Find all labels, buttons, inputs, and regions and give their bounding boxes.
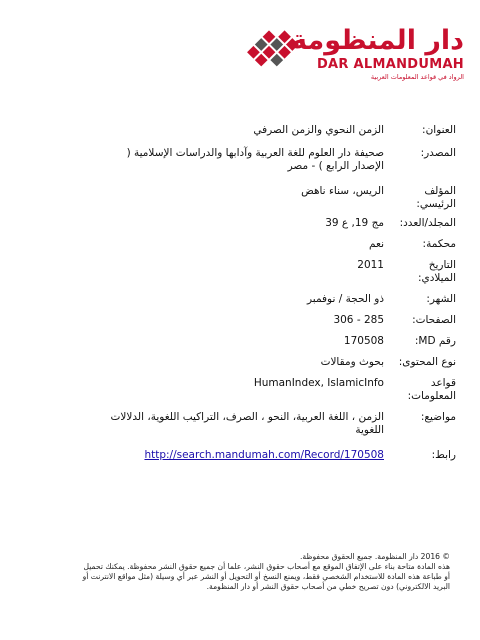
metadata-label: الصفحات:	[412, 314, 456, 326]
metadata-value: HumanIndex, IslamicInfo	[253, 377, 384, 389]
metadata-label: محكمة:	[422, 238, 456, 250]
metadata-row	[96, 449, 456, 462]
metadata-label: رقم MD:	[414, 335, 456, 347]
metadata-label: نوع المحتوى:	[398, 356, 456, 368]
copyright-notice	[78, 552, 450, 592]
metadata-value: بحوث ومقالات	[320, 356, 384, 368]
metadata-row	[96, 124, 456, 137]
logo-english-name: DAR ALMANDUMAH	[316, 57, 464, 72]
metadata-label: الشهر:	[426, 293, 456, 305]
metadata-value: الزمن ، اللغة العربية، النحو ، الصرف، التراكيب اللغوية، الدلالات اللغوية	[110, 411, 384, 436]
usage-terms: هذه المادة متاحة بناء على الإتفاق الموقع مع أصحاب حقوق النشر، علما أن جميع حقوق النشر محفوظة. يمكنك تحميل أو طباعة هذه المادة للاستخدام الشخصي فقط، ويمنع النسخ أو التحويل أو النشر عبر أي وسيلة (مثل مواقع الانترنت أو البريد الالكتروني) دون تصريح خطي من أصحاب حقوق النشر أو دار المنظومة.	[82, 562, 450, 591]
metadata-label: المؤلف الرئيسي:	[416, 185, 456, 210]
metadata-row	[96, 293, 456, 306]
record-link[interactable]: http://search.mandumah.com/Record/170508	[144, 449, 384, 461]
metadata-row	[96, 238, 456, 251]
metadata-label: التاريخ الميلادي:	[417, 259, 456, 284]
metadata-label: المجلد/العدد:	[399, 217, 456, 229]
metadata-row	[96, 259, 456, 285]
metadata-value: مج 19, ع 39	[325, 217, 384, 229]
metadata-row	[96, 335, 456, 348]
metadata-label: العنوان:	[422, 124, 456, 136]
metadata-value: الريس، سناء ناهض	[301, 185, 384, 197]
logo-arabic-name: دار المنظومة	[291, 25, 464, 56]
metadata-row	[96, 411, 456, 437]
metadata-value: 2011	[357, 259, 384, 271]
metadata-label: قواعد المعلومات:	[407, 377, 456, 402]
metadata-row	[96, 356, 456, 369]
metadata-label: رابط:	[431, 449, 456, 461]
metadata-value: صحيفة دار العلوم للغة العربية وآدابها والدراسات الإسلامية ( الإصدار الرابع ) - مصر	[126, 147, 384, 172]
metadata-label: مواضيع:	[420, 411, 456, 423]
metadata-value: 285 - 306	[333, 314, 384, 326]
metadata-value: ذو الحجة / نوفمبر	[307, 293, 384, 305]
metadata-row	[96, 147, 456, 173]
metadata-value: نعم	[369, 238, 384, 250]
metadata-value: الزمن النحوي والزمن الصرفي	[253, 124, 384, 136]
logo-tagline: الرواد في قواعد المعلومات العربية	[370, 73, 464, 81]
metadata-row	[96, 185, 456, 211]
copyright-line: © 2016 دار المنظومة. جميع الحقوق محفوظة.	[299, 552, 450, 561]
publisher-logo	[238, 24, 470, 84]
metadata-label: المصدر:	[420, 147, 456, 159]
metadata-row	[96, 217, 456, 230]
record-metadata	[96, 124, 456, 462]
metadata-row	[96, 314, 456, 327]
metadata-row	[96, 377, 456, 403]
metadata-value: 170508	[343, 335, 384, 347]
